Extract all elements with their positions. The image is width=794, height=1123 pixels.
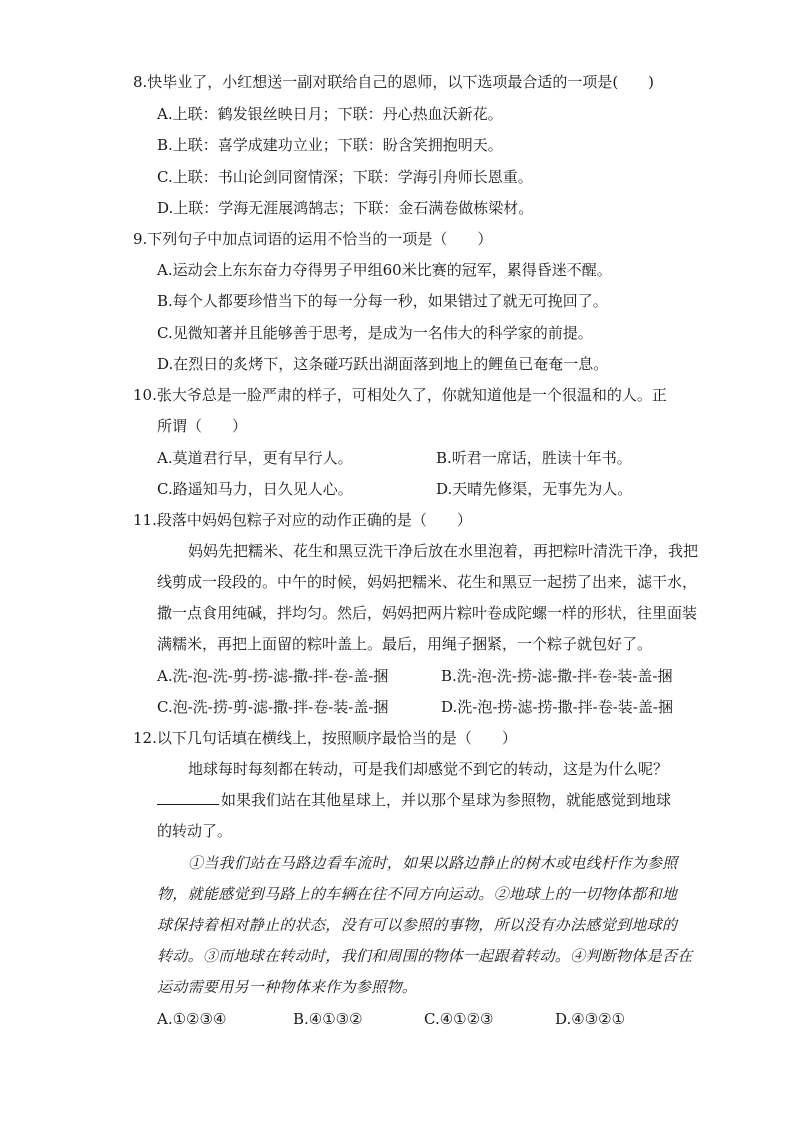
q9-option-d: D.在烈日的炙烤下，这条碰巧跃出湖面落到地上的鲤鱼已奄奄一息。 xyxy=(157,355,609,373)
q12-option-b: B.④①③② xyxy=(293,1010,363,1028)
q9-stem: 9.下列句子中加点词语的运用不恰当的一项是（ ） xyxy=(133,230,493,248)
q10-option-d: D.天晴先修渠，无事先为人。 xyxy=(436,480,633,498)
q11-passage-line1: 妈妈先把糯米、花生和黑豆洗干净后放在水里泡着，再把粽叶清洗干净，我把 xyxy=(188,542,699,560)
q12-sentence-line1: ①当我们站在马路边看车流时，如果以路边静止的树木或电线杆作为参照 xyxy=(188,854,678,872)
q12-sentence-line2: 物，就能感觉到马路上的车辆在往不同方向运动。②地球上的一切物体都和地 xyxy=(157,885,678,903)
q10-stem-line1: 10.张大爷总是一脸严肃的样子，可相处久了，你就知道他是一个很温和的人。正 xyxy=(133,386,667,404)
q11-option-c: C.泡-洗-捞-剪-滤-撒-拌-卷-装-盖-捆 xyxy=(157,698,389,716)
q9-option-c: C.见微知著并且能够善于思考，是成为一名伟大的科学家的前提。 xyxy=(157,324,593,342)
q8-option-a: A.上联：鹤发银丝映日月；下联：丹心热血沃新花。 xyxy=(157,105,503,123)
q12-passage-line2-text: 如果我们站在其他星球上，并以那个星球为参照物，就能感觉到地球 xyxy=(221,791,672,809)
fill-in-blank[interactable] xyxy=(157,790,219,805)
q12-sentence-line3: 球保持着相对静止的状态，没有可以参照的事物，所以没有办法感觉到地球的 xyxy=(157,916,678,934)
q8-option-b: B.上联：喜学成建功立业；下联：盼含笑拥抱明天。 xyxy=(157,136,503,154)
q10-option-c: C.路遥知马力，日久见人心。 xyxy=(157,480,353,498)
q9-option-b: B.每个人都要珍惜当下的每一分每一秒，如果错过了就无可挽回了。 xyxy=(157,292,608,310)
q11-passage-line2: 线剪成一段段的。中午的时候，妈妈把糯米、花生和黑豆一起捞了出来，滤干水， xyxy=(157,573,698,591)
q12-sentence-line5: 运动需要用另一种物体来作为参照物。 xyxy=(157,978,418,996)
q12-passage-line1: 地球每时每刻都在转动，可是我们却感觉不到它的转动，这是为什么呢？ xyxy=(188,760,669,778)
q11-passage-line4: 满糯米，再把上面留的粽叶盖上。最后，用绳子捆紧，一个粽子就包好了。 xyxy=(157,635,653,653)
q11-option-a: A.洗-泡-洗-剪-捞-滤-撒-拌-卷-盖-捆 xyxy=(157,667,389,685)
q9-option-a: A.运动会上东东奋力夺得男子甲组60米比赛的冠军，累得昏迷不醒。 xyxy=(157,261,612,279)
q8-stem: 8.快毕业了，小红想送一副对联给自己的恩师，以下选项最合适的一项是( ) xyxy=(133,73,655,91)
q11-passage-line3: 撒一点食用纯碱，拌均匀。然后，妈妈把两片粽叶卷成陀螺一样的形状，往里面装 xyxy=(157,604,698,622)
q12-passage-line3: 的转动了。 xyxy=(157,822,233,840)
q10-option-a: A.莫道君行早，更有早行人。 xyxy=(157,449,353,467)
q12-option-d: D.④③②① xyxy=(555,1010,626,1028)
q11-option-d: D.洗-泡-捞-滤-捞-撒-拌-卷-装-盖-捆 xyxy=(441,698,673,716)
q12-stem: 12.以下几句话填在横线上，按照顺序最恰当的是（ ） xyxy=(133,729,517,747)
q10-option-b: B.听君一席话，胜读十年书。 xyxy=(436,449,632,467)
q8-option-d: D.上联：学海无涯展鸿鹄志；下联：金石满卷做栋梁材。 xyxy=(157,199,534,217)
q11-option-b: B.洗-泡-洗-捞-滤-撒-拌-卷-装-盖-捆 xyxy=(441,667,673,685)
q12-option-c: C.④①②③ xyxy=(424,1010,494,1028)
q10-stem-line2: 所谓（ ） xyxy=(157,417,248,435)
q8-option-c: C.上联：书山论剑同窗情深；下联：学海引舟师长恩重。 xyxy=(157,168,533,186)
q12-option-a: A.①②③④ xyxy=(157,1010,227,1028)
q12-passage-line2 xyxy=(157,789,671,811)
q12-sentence-line4: 转动。③而地球在转动时，我们和周围的物体一起跟着转动。④判断物体是否在 xyxy=(157,947,693,965)
q11-stem: 11.段落中妈妈包粽子对应的动作正确的是（ ） xyxy=(133,511,472,529)
